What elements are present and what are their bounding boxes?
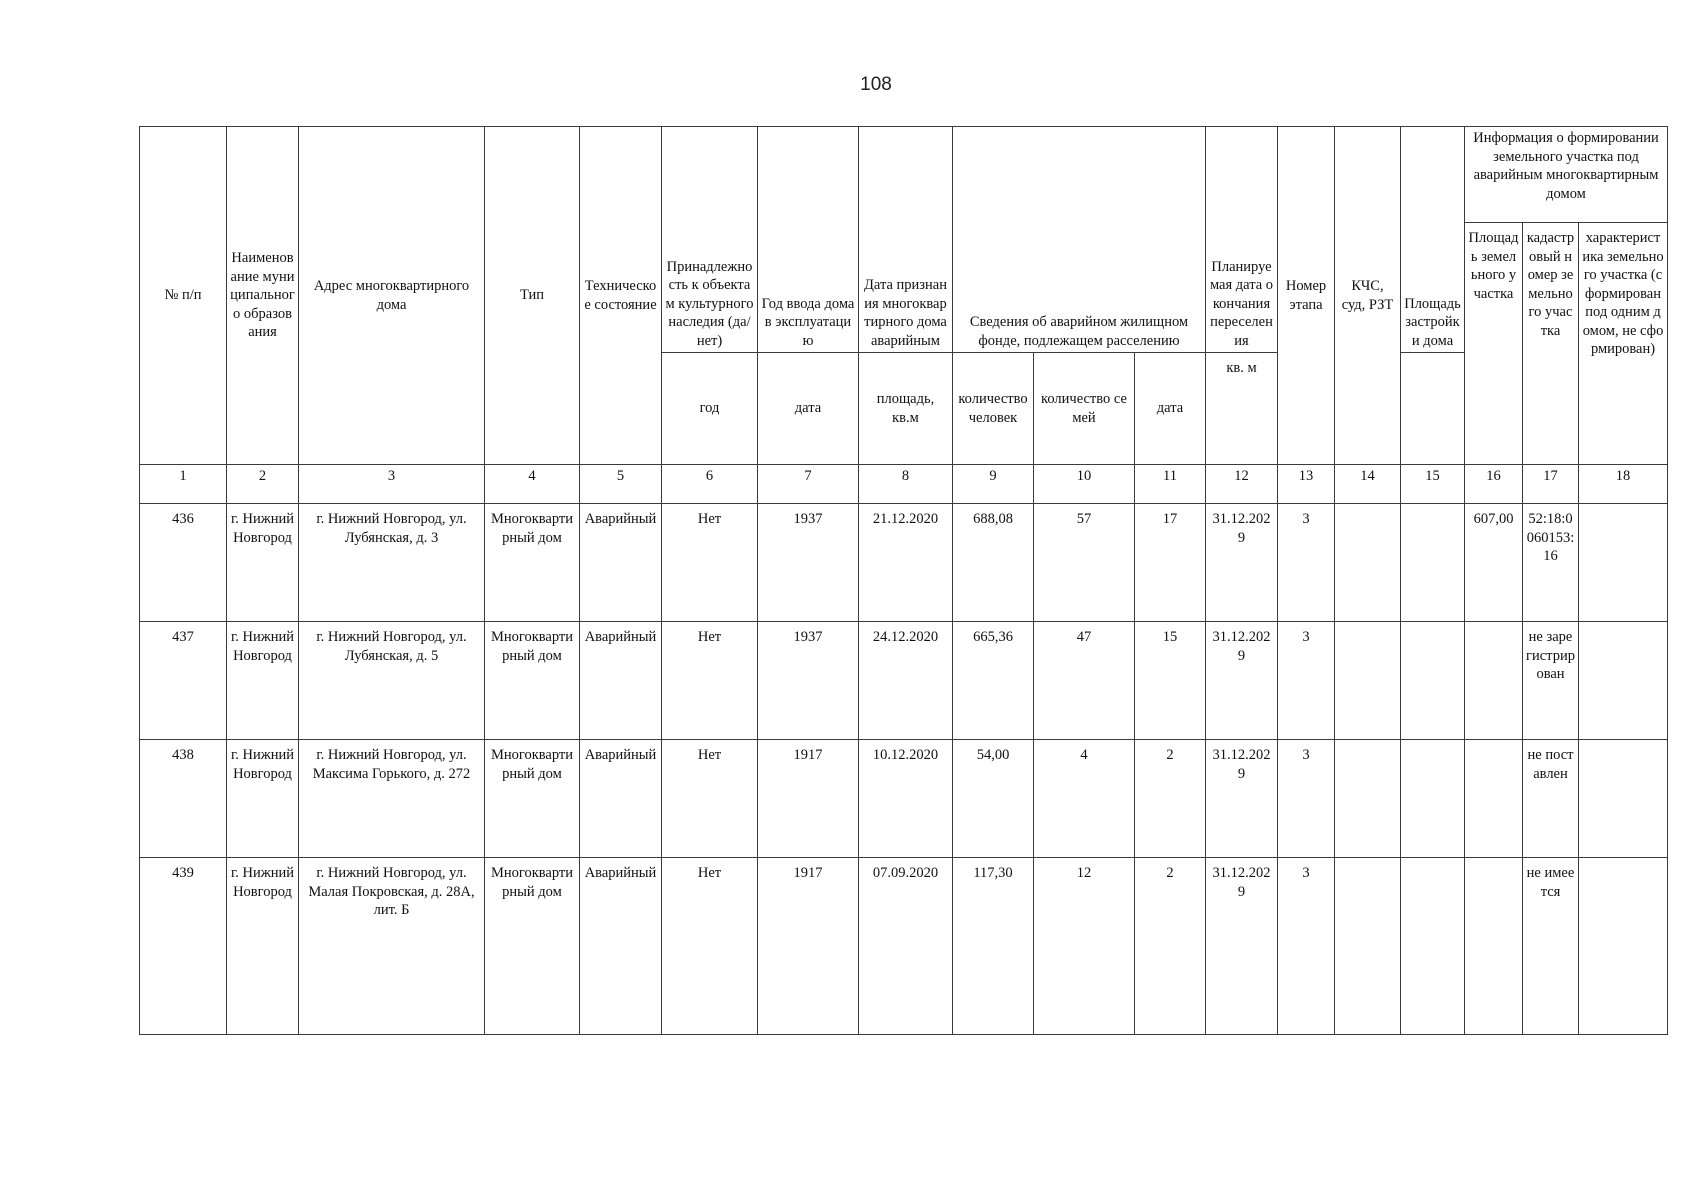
header-unit-people: количество человек (953, 353, 1034, 465)
header-land-area: Площадь земельного участка (1465, 223, 1523, 465)
cell-date: 21.12.2020 (859, 504, 953, 622)
cell-heritage: Нет (662, 622, 758, 740)
cell-families: 15 (1135, 622, 1206, 740)
header-row-1 (140, 127, 1668, 223)
header-unit-date: дата (758, 353, 859, 465)
column-number: 12 (1206, 465, 1278, 504)
cell-land-area (1465, 622, 1523, 740)
cell-cadastral: не зарегистрирован (1523, 622, 1579, 740)
table-row (140, 504, 1668, 622)
cell-date: 07.09.2020 (859, 858, 953, 1035)
column-number: 15 (1401, 465, 1465, 504)
header-address: Адрес многоквартирного дома (299, 127, 485, 465)
cell-people: 12 (1034, 858, 1135, 1035)
cell-type: Многоквартирный дом (485, 740, 580, 858)
cell-people: 47 (1034, 622, 1135, 740)
cell-address: г. Нижний Новгород, ул. Малая Покровская, д. 28А, лит. Б (299, 858, 485, 1035)
header-no: № п/п (140, 127, 227, 465)
cell-plan-date: 31.12.2029 (1206, 858, 1278, 1035)
page-number: 108 (860, 74, 892, 95)
cell-built-area (1401, 740, 1465, 858)
header-kchs: КЧС, суд, РЗТ (1335, 127, 1401, 465)
cell-date: 24.12.2020 (859, 622, 953, 740)
cell-no: 439 (140, 858, 227, 1035)
header-unit-plan-date: дата (1135, 353, 1206, 465)
cell-municipality: г. Нижний Новгород (227, 622, 299, 740)
cell-area: 54,00 (953, 740, 1034, 858)
cell-built-area (1401, 622, 1465, 740)
column-number: 10 (1034, 465, 1135, 504)
cell-characteristic (1579, 740, 1668, 858)
header-type: Тип (485, 127, 580, 465)
cell-land-area (1465, 858, 1523, 1035)
table-row (140, 622, 1668, 740)
cell-state: Аварийный (580, 740, 662, 858)
column-number: 4 (485, 465, 580, 504)
column-number: 6 (662, 465, 758, 504)
header-technical-state: Техническое состояние (580, 127, 662, 465)
cell-state: Аварийный (580, 858, 662, 1035)
cell-type: Многоквартирный дом (485, 504, 580, 622)
column-number: 16 (1465, 465, 1523, 504)
cell-year: 1917 (758, 740, 859, 858)
cell-state: Аварийный (580, 504, 662, 622)
cell-families: 2 (1135, 740, 1206, 858)
column-number: 3 (299, 465, 485, 504)
cell-families: 2 (1135, 858, 1206, 1035)
cell-no: 437 (140, 622, 227, 740)
cell-year: 1917 (758, 858, 859, 1035)
cell-cadastral: 52:18:0060153:16 (1523, 504, 1579, 622)
header-land-info: Информация о формировании земельного участка под аварийным многоквартирным домом (1465, 127, 1668, 223)
table-row (140, 858, 1668, 1035)
cell-heritage: Нет (662, 504, 758, 622)
cell-kchs (1335, 740, 1401, 858)
column-number: 17 (1523, 465, 1579, 504)
cell-kchs (1335, 622, 1401, 740)
cell-people: 4 (1034, 740, 1135, 858)
cell-stage: 3 (1278, 740, 1335, 858)
table-row (140, 740, 1668, 858)
header-year-built: Год ввода дома в эксплуатацию (758, 127, 859, 353)
column-number-row (140, 465, 1668, 504)
cell-address: г. Нижний Новгород, ул. Лубянская, д. 3 (299, 504, 485, 622)
cell-people: 57 (1034, 504, 1135, 622)
cell-land-area (1465, 740, 1523, 858)
cell-built-area (1401, 504, 1465, 622)
cell-heritage: Нет (662, 858, 758, 1035)
header-built-area: Площадь застройки дома (1401, 127, 1465, 353)
header-cadastral-no: кадастровый номер земельного участка (1523, 223, 1579, 465)
cell-municipality: г. Нижний Новгород (227, 504, 299, 622)
header-municipality: Наименование муниципального образования (227, 127, 299, 465)
column-number: 5 (580, 465, 662, 504)
header-unit-year: год (662, 353, 758, 465)
cell-cadastral: не поставлен (1523, 740, 1579, 858)
column-number: 11 (1135, 465, 1206, 504)
header-recognition-date: Дата признания многоквартирного дома аварийным (859, 127, 953, 353)
cell-year: 1937 (758, 622, 859, 740)
cell-municipality: г. Нижний Новгород (227, 858, 299, 1035)
cell-state: Аварийный (580, 622, 662, 740)
cell-address: г. Нижний Новгород, ул. Максима Горького, д. 272 (299, 740, 485, 858)
cell-municipality: г. Нижний Новгород (227, 740, 299, 858)
cell-kchs (1335, 858, 1401, 1035)
header-planned-end-date: Планируемая дата окончания переселения (1206, 127, 1278, 353)
header-unit-area: площадь, кв.м (859, 353, 953, 465)
cell-kchs (1335, 504, 1401, 622)
cell-no: 436 (140, 504, 227, 622)
cell-area: 688,08 (953, 504, 1034, 622)
cell-characteristic (1579, 504, 1668, 622)
cell-plan-date: 31.12.2029 (1206, 504, 1278, 622)
cell-cadastral: не имеется (1523, 858, 1579, 1035)
header-unit-sqm-15: кв. м (1206, 353, 1278, 465)
column-number: 2 (227, 465, 299, 504)
cell-address: г. Нижний Новгород, ул. Лубянская, д. 5 (299, 622, 485, 740)
header-heritage: Принадлежность к объектам культурного наследия (да/нет) (662, 127, 758, 353)
cell-characteristic (1579, 622, 1668, 740)
column-number: 7 (758, 465, 859, 504)
header-emergency-fund: Сведения об аварийном жилищном фонде, подлежащем расселению (953, 127, 1206, 353)
cell-land-area: 607,00 (1465, 504, 1523, 622)
cell-area: 665,36 (953, 622, 1034, 740)
header-stage-no: Номер этапа (1278, 127, 1335, 465)
column-number: 1 (140, 465, 227, 504)
cell-families: 17 (1135, 504, 1206, 622)
cell-plan-date: 31.12.2029 (1206, 740, 1278, 858)
cell-stage: 3 (1278, 622, 1335, 740)
column-number: 13 (1278, 465, 1335, 504)
emergency-housing-table (139, 126, 1668, 1035)
cell-stage: 3 (1278, 504, 1335, 622)
header-land-characteristic: характеристика земельного участка (сформирован под одним домом, не сформирован) (1579, 223, 1668, 465)
cell-no: 438 (140, 740, 227, 858)
cell-date: 10.12.2020 (859, 740, 953, 858)
cell-area: 117,30 (953, 858, 1034, 1035)
column-number: 8 (859, 465, 953, 504)
cell-heritage: Нет (662, 740, 758, 858)
cell-stage: 3 (1278, 858, 1335, 1035)
cell-year: 1937 (758, 504, 859, 622)
cell-characteristic (1579, 858, 1668, 1035)
column-number: 14 (1335, 465, 1401, 504)
column-number: 9 (953, 465, 1034, 504)
cell-type: Многоквартирный дом (485, 858, 580, 1035)
column-number: 18 (1579, 465, 1668, 504)
cell-plan-date: 31.12.2029 (1206, 622, 1278, 740)
cell-built-area (1401, 858, 1465, 1035)
header-unit-families: количество семей (1034, 353, 1135, 465)
cell-type: Многоквартирный дом (485, 622, 580, 740)
